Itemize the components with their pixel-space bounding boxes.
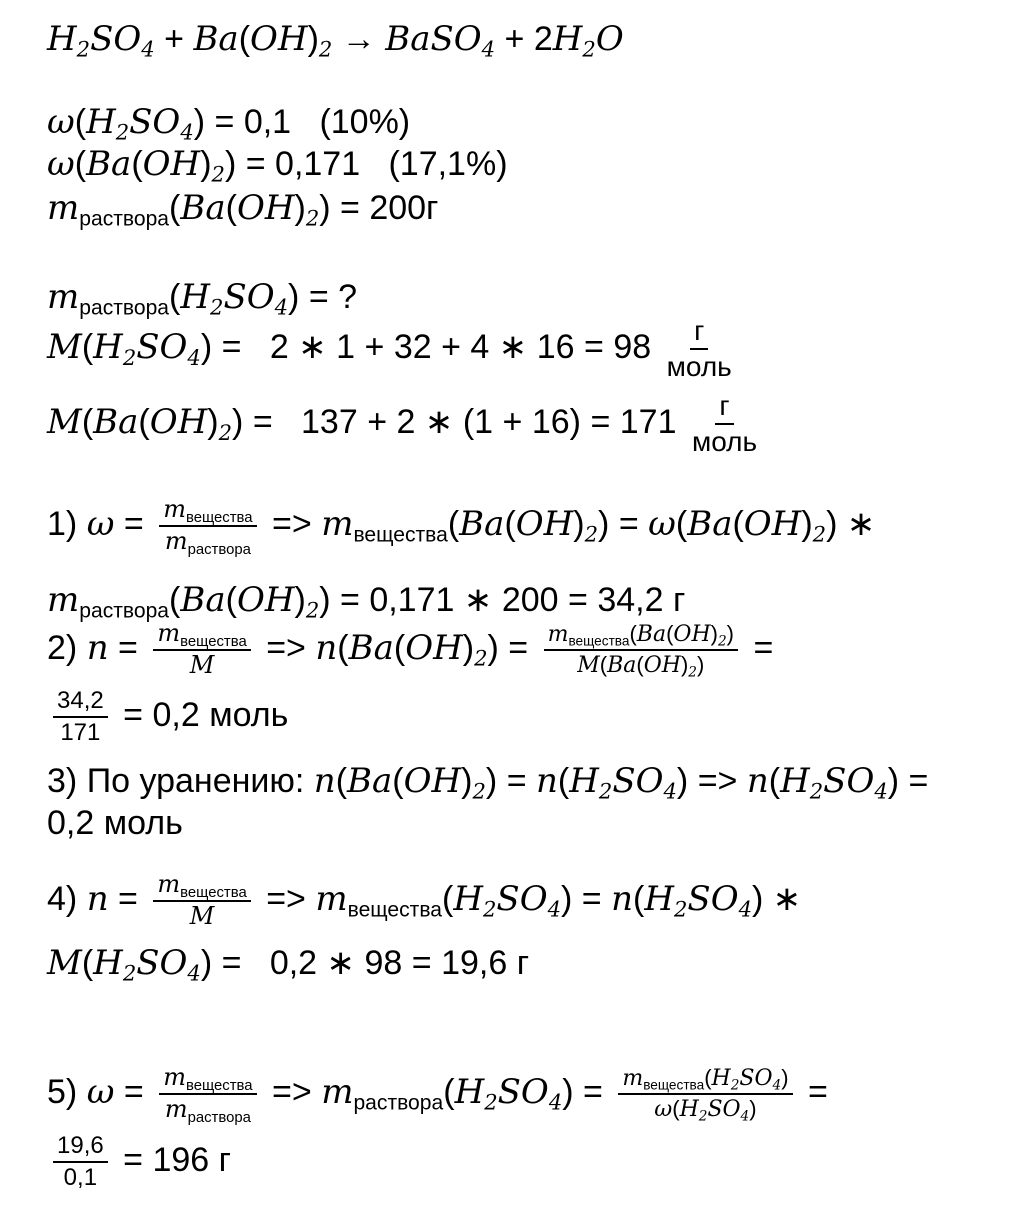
step-3-line-1: 3) По уранению: $n(Ba(OH)_2) = n(H_2SO_4) => n(H_2SO_4)$ = <box>47 761 929 804</box>
step-2-line-1: 2) n = $\frac{m_{вещества}}{M}$ => $n(Ba(OH)_2)$ = $\frac{m_{вещества}(Ba(OH)_2)}{M(Ba(OH)_2)}$ = <box>47 619 774 681</box>
unknown-solution-mass-h2so4: $m_{раствора}(H_2SO_4)$ = ? <box>47 277 358 320</box>
reaction-equation: $H_2SO_4 + Ba(OH)_2$ → BaSO$_4$ + $2H_2O$ <box>47 19 624 62</box>
given-mass-fraction-baoh2: $\omega(Ba(OH)_2) = 0,171$ (17,1%) <box>47 144 508 187</box>
step-1-line-1: 1) ω = $\frac{m_{вещества}}{m_{раствора}}$ => $m_{вещества}(Ba(OH)_2) = \omega(Ba(OH)_2)$ ∗ <box>47 495 876 558</box>
given-solution-mass-baoh2: $m_{раствора}(Ba(OH)_2) = 200г$ <box>47 188 439 231</box>
step-4-line-1: 4) n = $\frac{m_{вещества}}{M}$ => $m_{вещества}(H_2SO_4) = n(H_2SO_4)$ ∗ <box>47 870 802 930</box>
given-mass-fraction-h2so4: $\omega(H_2SO_4) = 0,1$ (10%) <box>47 102 411 145</box>
step-3-line-2: 0,2 моль <box>47 804 183 842</box>
molar-mass-h2so4: $M(H_2SO_4)$ = 2 ∗ 1 + 32 + 4 ∗ 16 = 98 $\frac{г}{\text{моль}}$ <box>47 315 732 383</box>
step-1-line-2: $m_{раствора}(Ba(OH)_2) = 0,171$ ∗ 200 = 34,2 г <box>47 580 686 623</box>
step-2-line-2: $\frac{34,2}{171}$ = 0,2 моль <box>47 688 288 746</box>
step-5-line-1: 5) ω = $\frac{m_{вещества}}{m_{раствора}}$ => $m_{раствора}(H_2SO_4)$ = $\frac{m_{вещества}(H_2SO_4)}{\omega(H_2SO_4)}$ = <box>47 1063 828 1126</box>
molar-mass-baoh2: $M(Ba(OH)_2)$ = 137 + 2 ∗ (1 + 16) = 171 $\frac{г}{\text{моль}}$ <box>47 390 758 458</box>
step-4-line-2: $M(H_2SO_4)$ = 0,2 ∗ 98 = 19,6 г <box>47 943 530 986</box>
step-5-line-2: $\frac{19,6}{0,1}$ = 196 г <box>47 1133 231 1191</box>
